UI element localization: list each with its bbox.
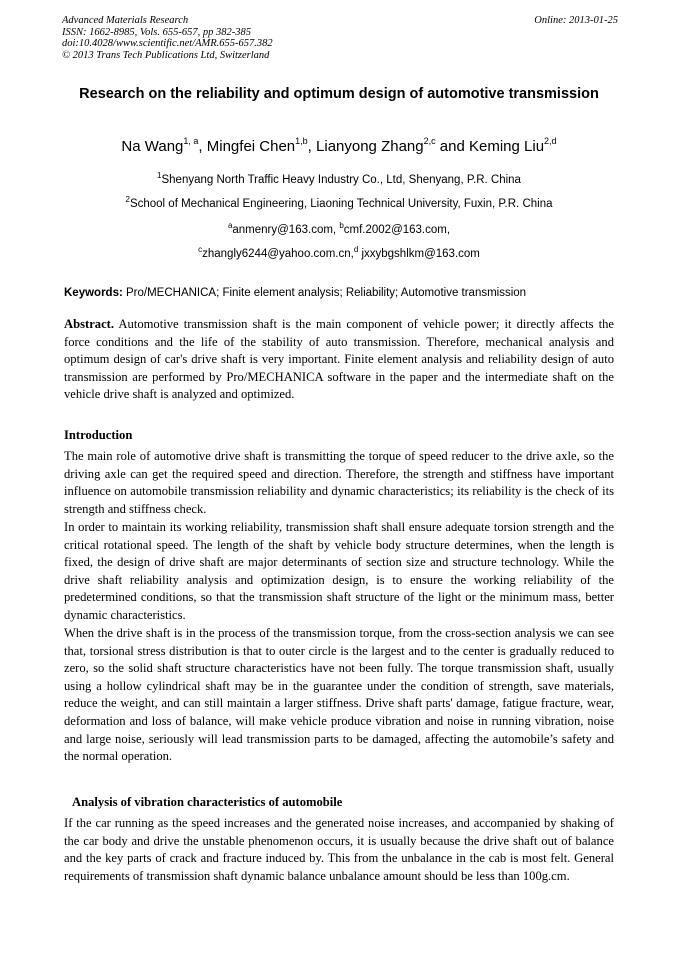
email-b[interactable]: cmf.2002@163.com, xyxy=(343,224,451,236)
affiliation-1 xyxy=(40,173,638,187)
keywords-text: Pro/MECHANICA; Finite element analysis; Reliability; Automotive transmission xyxy=(122,287,527,299)
abstract-label: Abstract. xyxy=(64,317,115,331)
email-line-1 xyxy=(40,223,638,237)
doi-line[interactable]: doi:10.4028/www.scientific.net/AMR.655-657.382 xyxy=(62,38,273,49)
email-sup: d xyxy=(353,245,359,254)
email-c[interactable]: zhangly6244@yahoo.com.cn, xyxy=(202,248,354,260)
author-sep: , xyxy=(198,138,207,155)
author-name: Na Wang xyxy=(121,138,184,155)
author-sup: 1, a xyxy=(183,136,199,146)
author-name: Keming Liu xyxy=(469,138,545,155)
email-sup: c xyxy=(198,245,203,254)
email-sup: a xyxy=(227,221,233,230)
author-name: Mingfei Chen xyxy=(206,138,296,155)
author-list xyxy=(40,138,638,156)
author-sep: , xyxy=(307,138,317,155)
email-a[interactable]: anmenry@163.com, xyxy=(232,224,340,236)
author-name: Lianyong Zhang xyxy=(316,138,424,155)
abstract-text: Automotive transmission shaft is the main component of vehicle power; it directly affects the force conditions and the life of the stability of auto transmission. Therefore, mechanical analysis and optimum design of car's drive shaft is very important. Finite element analysis and reliability design of auto transmission are performed by Pro/MECHANICA software in the paper and the intermediate shaft on the vehicle drive shaft is analyzed and optimized. xyxy=(64,317,614,402)
introduction-p3: When the drive shaft is in the process of the transmission torque, from the cross-section analysis we can see that, torsional stress distribution is that to outer circle is the largest and to the center is gradually reduced to zero, so the solid shaft structure characteristics have not been fully. The torque transmission shaft, usually using a hollow cylindrical shaft may be in the guarantee under the condition of strength, save materials, reduce the weight, and can still maintain a larger stiffness. Drive shaft parts' damage, fatigue fracture, wear, deformation and loss of balance, will make vehicle produce vibration and noise in running vibration, noise and large noise, seriously will lead transmission parts to be damaged, affecting the automobile’s safety and the normal operation. xyxy=(64,626,614,764)
vibration-p1: If the car running as the speed increases and the generated noise increases, and accompanied by shaking of the car body and drive the unstable phenomenon occurs, it is usually because the drive shaft out of balance and the key parts of crack and fracture induced by. This from the unbalance in the cab is most felt. General requirements of transmission shaft dynamic balance unbalance amount should be less than 100g.cm. xyxy=(64,816,614,883)
author-sup: 2,c xyxy=(423,136,436,146)
affiliation-text: School of Mechanical Engineering, Liaoning Technical University, Fuxin, P.R. China xyxy=(129,198,553,210)
keywords-label: Keywords: xyxy=(64,287,123,299)
author-sep: and xyxy=(435,138,469,155)
affiliation-sup: 1 xyxy=(157,171,162,180)
author-sup: 2,d xyxy=(544,136,557,146)
issn-line: ISSN: 1662-8985, Vols. 655-657, pp 382-385 xyxy=(62,26,251,38)
abstract xyxy=(64,316,614,404)
email-line-2 xyxy=(40,247,638,261)
introduction-p2: In order to maintain its working reliability, transmission shaft shall ensure adequate torsion strength and the critical rotational speed. The length of the shaft by vehicle body structure determines, when the length is fixed, the design of drive shaft are major determinants of section size and structure technology. While the drive shaft reliability analysis and optimization design, is to ensure the working reliability of the predetermined conditions, so that the transmission shaft structure of the light or the minimum mass, better dynamic characteristics. xyxy=(64,520,614,622)
affiliation-text: Shenyang North Traffic Heavy Industry Co., Ltd, Shenyang, P.R. China xyxy=(161,174,521,186)
introduction-p1: The main role of automotive drive shaft is transmitting the torque of speed reducer to the drive axle, so the driving axle can get the required speed and direction. Therefore, the strength and stiffness have important influence on automobile transmission reliability and dynamic characteristics; its reliability is the check of its strength and stiffness check. xyxy=(64,449,614,516)
paper-title: Research on the reliability and optimum design of automotive transmission xyxy=(79,86,599,102)
author-sup: 1,b xyxy=(295,136,308,146)
keywords xyxy=(64,286,624,300)
introduction-heading: Introduction xyxy=(64,428,133,442)
email-sup: b xyxy=(339,221,344,230)
email-d[interactable]: jxxybgshlkm@163.com xyxy=(358,248,480,260)
journal-name: Advanced Materials Research xyxy=(62,15,189,26)
vibration-heading: Analysis of vibration characteristics of automobile xyxy=(72,795,343,809)
affiliation-2 xyxy=(40,197,638,211)
online-date: Online: 2013-01-25 xyxy=(534,15,618,26)
journal-header xyxy=(62,15,618,61)
copyright-line: © 2013 Trans Tech Publications Ltd, Switzerland xyxy=(62,49,270,61)
affiliation-sup: 2 xyxy=(125,195,130,204)
